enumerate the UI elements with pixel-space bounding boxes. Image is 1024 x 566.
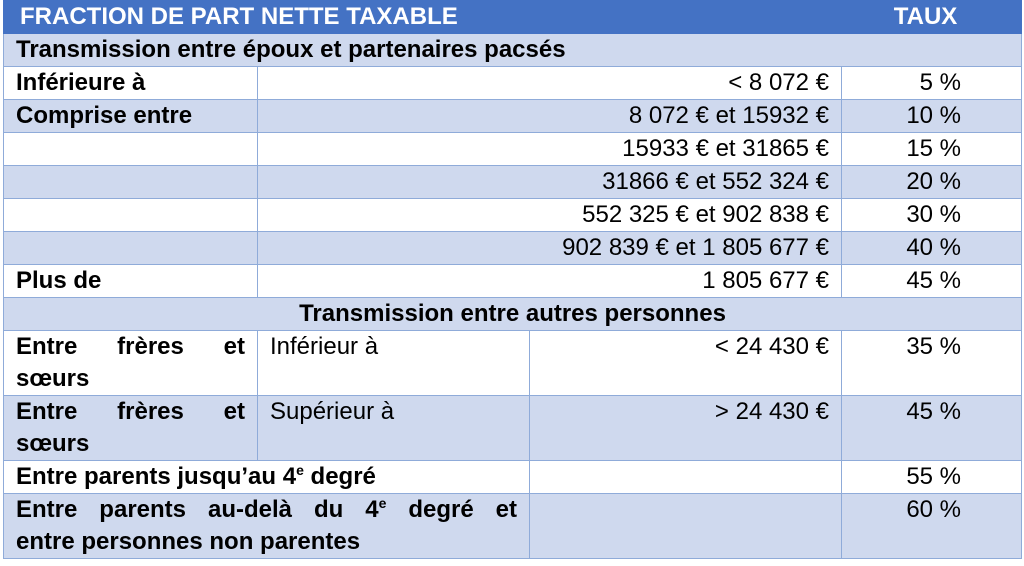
row-label: Plus de <box>4 265 258 298</box>
section-title-spouses: Transmission entre époux et partenaires pacsés <box>4 34 1022 67</box>
header-taux: TAUX <box>842 1 1022 34</box>
table-row <box>4 199 1022 232</box>
row-label-parents-beyond <box>4 494 530 559</box>
row-label <box>4 232 258 265</box>
row-bracket: 8 072 € et 15932 € <box>258 100 842 133</box>
row-label <box>4 166 258 199</box>
table-row <box>4 133 1022 166</box>
row-bracket: > 24 430 € <box>530 396 842 461</box>
row-bracket: 15933 € et 31865 € <box>258 133 842 166</box>
row-bracket: 902 839 € et 1 805 677 € <box>258 232 842 265</box>
row-bracket: < 8 072 € <box>258 67 842 100</box>
label-text: Entre parents jusqu’au 4 <box>16 463 297 490</box>
row-bracket-empty <box>530 461 842 494</box>
section-row-spouses <box>4 34 1022 67</box>
row-label <box>4 199 258 232</box>
row-label-line2: sœurs <box>16 430 90 457</box>
row-label-line2: entre personnes non parentes <box>16 528 361 555</box>
row-bracket: 552 325 € et 902 838 € <box>258 199 842 232</box>
header-fraction: FRACTION DE PART NETTE TAXABLE <box>4 1 842 34</box>
row-label-parents-4th <box>4 461 530 494</box>
row-rate: 35 % <box>842 331 1022 396</box>
row-rate: 40 % <box>842 232 1022 265</box>
section-title-others: Transmission entre autres personnes <box>4 298 1022 331</box>
row-rate: 60 % <box>842 494 1022 559</box>
table-row <box>4 331 1022 396</box>
row-rate: 45 % <box>842 265 1022 298</box>
row-rate: 55 % <box>842 461 1022 494</box>
row-label: Comprise entre <box>4 100 258 133</box>
degree-superscript: e <box>378 495 387 511</box>
table-row <box>4 265 1022 298</box>
table-row <box>4 100 1022 133</box>
table-row <box>4 67 1022 100</box>
row-qualifier: Supérieur à <box>258 396 530 461</box>
row-label-line1 <box>16 494 517 526</box>
table-row <box>4 166 1022 199</box>
row-label-line1: Entre frères et <box>16 333 245 360</box>
table-row <box>4 232 1022 265</box>
header-row <box>4 1 1022 34</box>
row-bracket: < 24 430 € <box>530 331 842 396</box>
table-row <box>4 396 1022 461</box>
degree-superscript: e <box>296 462 304 478</box>
row-rate: 45 % <box>842 396 1022 461</box>
row-label: Inférieure à <box>4 67 258 100</box>
row-rate: 30 % <box>842 199 1022 232</box>
tax-rate-table <box>3 0 1022 559</box>
row-rate: 15 % <box>842 133 1022 166</box>
label-text: degré et <box>386 496 518 523</box>
row-rate: 20 % <box>842 166 1022 199</box>
row-label-line2: sœurs <box>16 365 90 392</box>
row-label <box>4 133 258 166</box>
row-label-line1: Entre frères et <box>16 398 245 425</box>
row-qualifier: Inférieur à <box>258 331 530 396</box>
row-label-siblings <box>4 396 258 461</box>
row-label-siblings <box>4 331 258 396</box>
row-rate: 5 % <box>842 67 1022 100</box>
table-row <box>4 461 1022 494</box>
row-bracket: 31866 € et 552 324 € <box>258 166 842 199</box>
row-rate: 10 % <box>842 100 1022 133</box>
row-bracket: 1 805 677 € <box>258 265 842 298</box>
tax-rate-table-container <box>3 0 1021 564</box>
table-row <box>4 494 1022 559</box>
label-text: Entre parents au-delà du 4 <box>16 496 379 523</box>
section-row-others <box>4 298 1022 331</box>
row-bracket-empty <box>530 494 842 559</box>
label-text: degré <box>303 463 376 490</box>
